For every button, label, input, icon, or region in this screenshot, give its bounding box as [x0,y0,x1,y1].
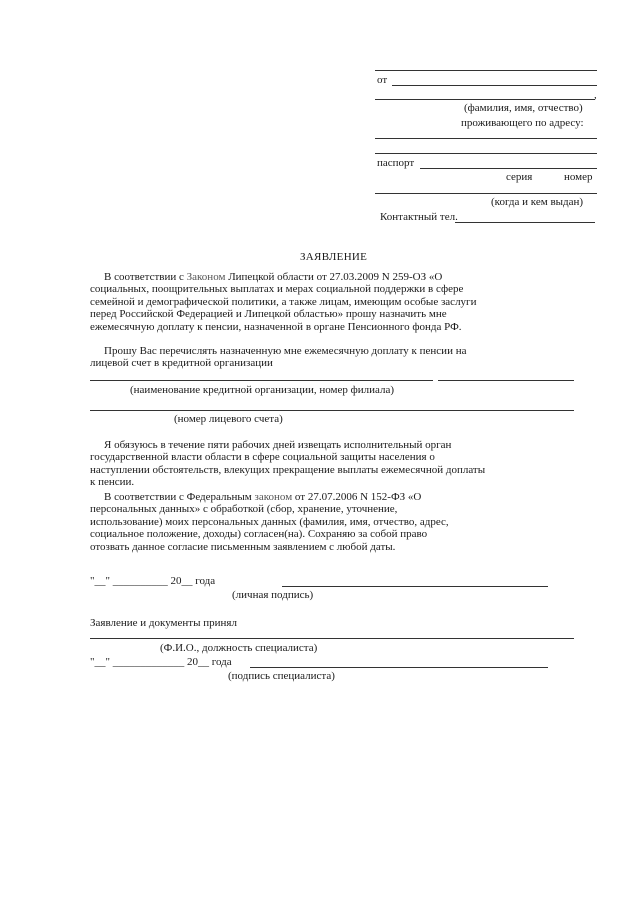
from-field[interactable] [392,85,597,86]
p1-line-2: социальных, поощрительных выплатах и мерах социальной поддержки в сфере [90,283,464,296]
p1-end: Липецкой области от 27.03.2009 N 259-ОЗ «О [228,271,443,283]
federal-law-link[interactable]: законом [254,491,293,503]
bank-field[interactable] [90,380,433,381]
address-field-1[interactable] [375,138,597,139]
p3-line-1: Я обязуюсь в течение пяти рабочих дней извещать исполнительный орган [104,439,452,451]
p4-line-2: персональных данных» с обработкой (сбор, хранение, уточнение, [90,503,398,516]
signature-caption: (личная подпись) [232,589,314,601]
p2-line-2: лицевой счет в кредитной организации [90,357,273,370]
p4-start: В соответствии с Федеральным [104,491,252,503]
header-line-top[interactable] [375,70,597,71]
p2-line-1: Прошу Вас перечислять назначенную мне ежемесячную доплату к пенсии на [104,345,467,357]
account-caption: (номер лицевого счета) [174,413,283,425]
issued-field[interactable] [375,193,597,194]
paragraph-consent [90,491,560,553]
law-link[interactable]: Законом [186,271,226,283]
p3-line-2: государственной власти области в сфере социальной защиты населения о [90,451,435,464]
p4-line-5: отозвать данное согласие письменным заявлением с любой даты. [90,540,396,553]
fio-field[interactable] [375,99,595,100]
fio-comma: , [594,89,597,101]
specialist-caption: (Ф.И.О., должность специалиста) [160,642,318,654]
paragraph-law [90,271,560,333]
p4-end: от 27.07.2006 N 152-ФЗ «О [294,491,422,503]
accepted-date[interactable]: "__" _____________ 20__ года [90,656,232,668]
paragraph-transfer [90,345,560,370]
passport-label: паспорт [377,157,415,169]
issued-caption: (когда и кем выдан) [491,196,584,208]
paragraph-obligation [90,439,560,489]
p3-line-4: к пенсии. [90,476,135,489]
account-field[interactable] [90,410,574,411]
p3-line-3: наступлении обстоятельств, влекущих прекращение выплаты ежемесячной доплаты [90,463,486,476]
p1-line-3: семейной и демографической политики, а также лицам, имеющим особые заслуги [90,295,477,308]
address-field-2[interactable] [375,153,597,154]
fio-caption: (фамилия, имя, отчество) [464,102,583,114]
p1-line-5: ежемесячную доплату к пенсии, назначенной в органе Пенсионного фонда РФ. [90,320,462,333]
document-title: ЗАЯВЛЕНИЕ [300,251,368,263]
branch-field[interactable] [438,380,574,381]
number-label: номер [564,171,593,183]
specialist-sign-field[interactable] [250,667,548,668]
specialist-sign-caption: (подпись специалиста) [228,670,335,682]
specialist-field[interactable] [90,638,574,639]
passport-field[interactable] [420,168,597,169]
address-caption: проживающего по адресу: [461,117,584,129]
series-label: серия [506,171,533,183]
from-label: от [377,74,388,86]
p4-line-3: использование) моих персональных данных (фамилия, имя, отчество, адрес, [90,515,449,528]
signature-field[interactable] [282,586,548,587]
signature-date[interactable]: "__" __________ 20__ года [90,575,216,587]
bank-caption: (наименование кредитной организации, номер филиала) [130,384,395,396]
phone-label: Контактный тел. [380,211,458,223]
p4-line-4: социальное положение, доходы) согласен(на). Сохраняю за собой право [90,528,428,541]
accepted-label: Заявление и документы принял [90,617,237,629]
p1-line-4: перед Российской Федерацией и Липецкой областью» прошу назначить мне [90,308,447,321]
phone-field[interactable] [455,222,595,223]
p1-start: В соответствии с [104,271,184,283]
